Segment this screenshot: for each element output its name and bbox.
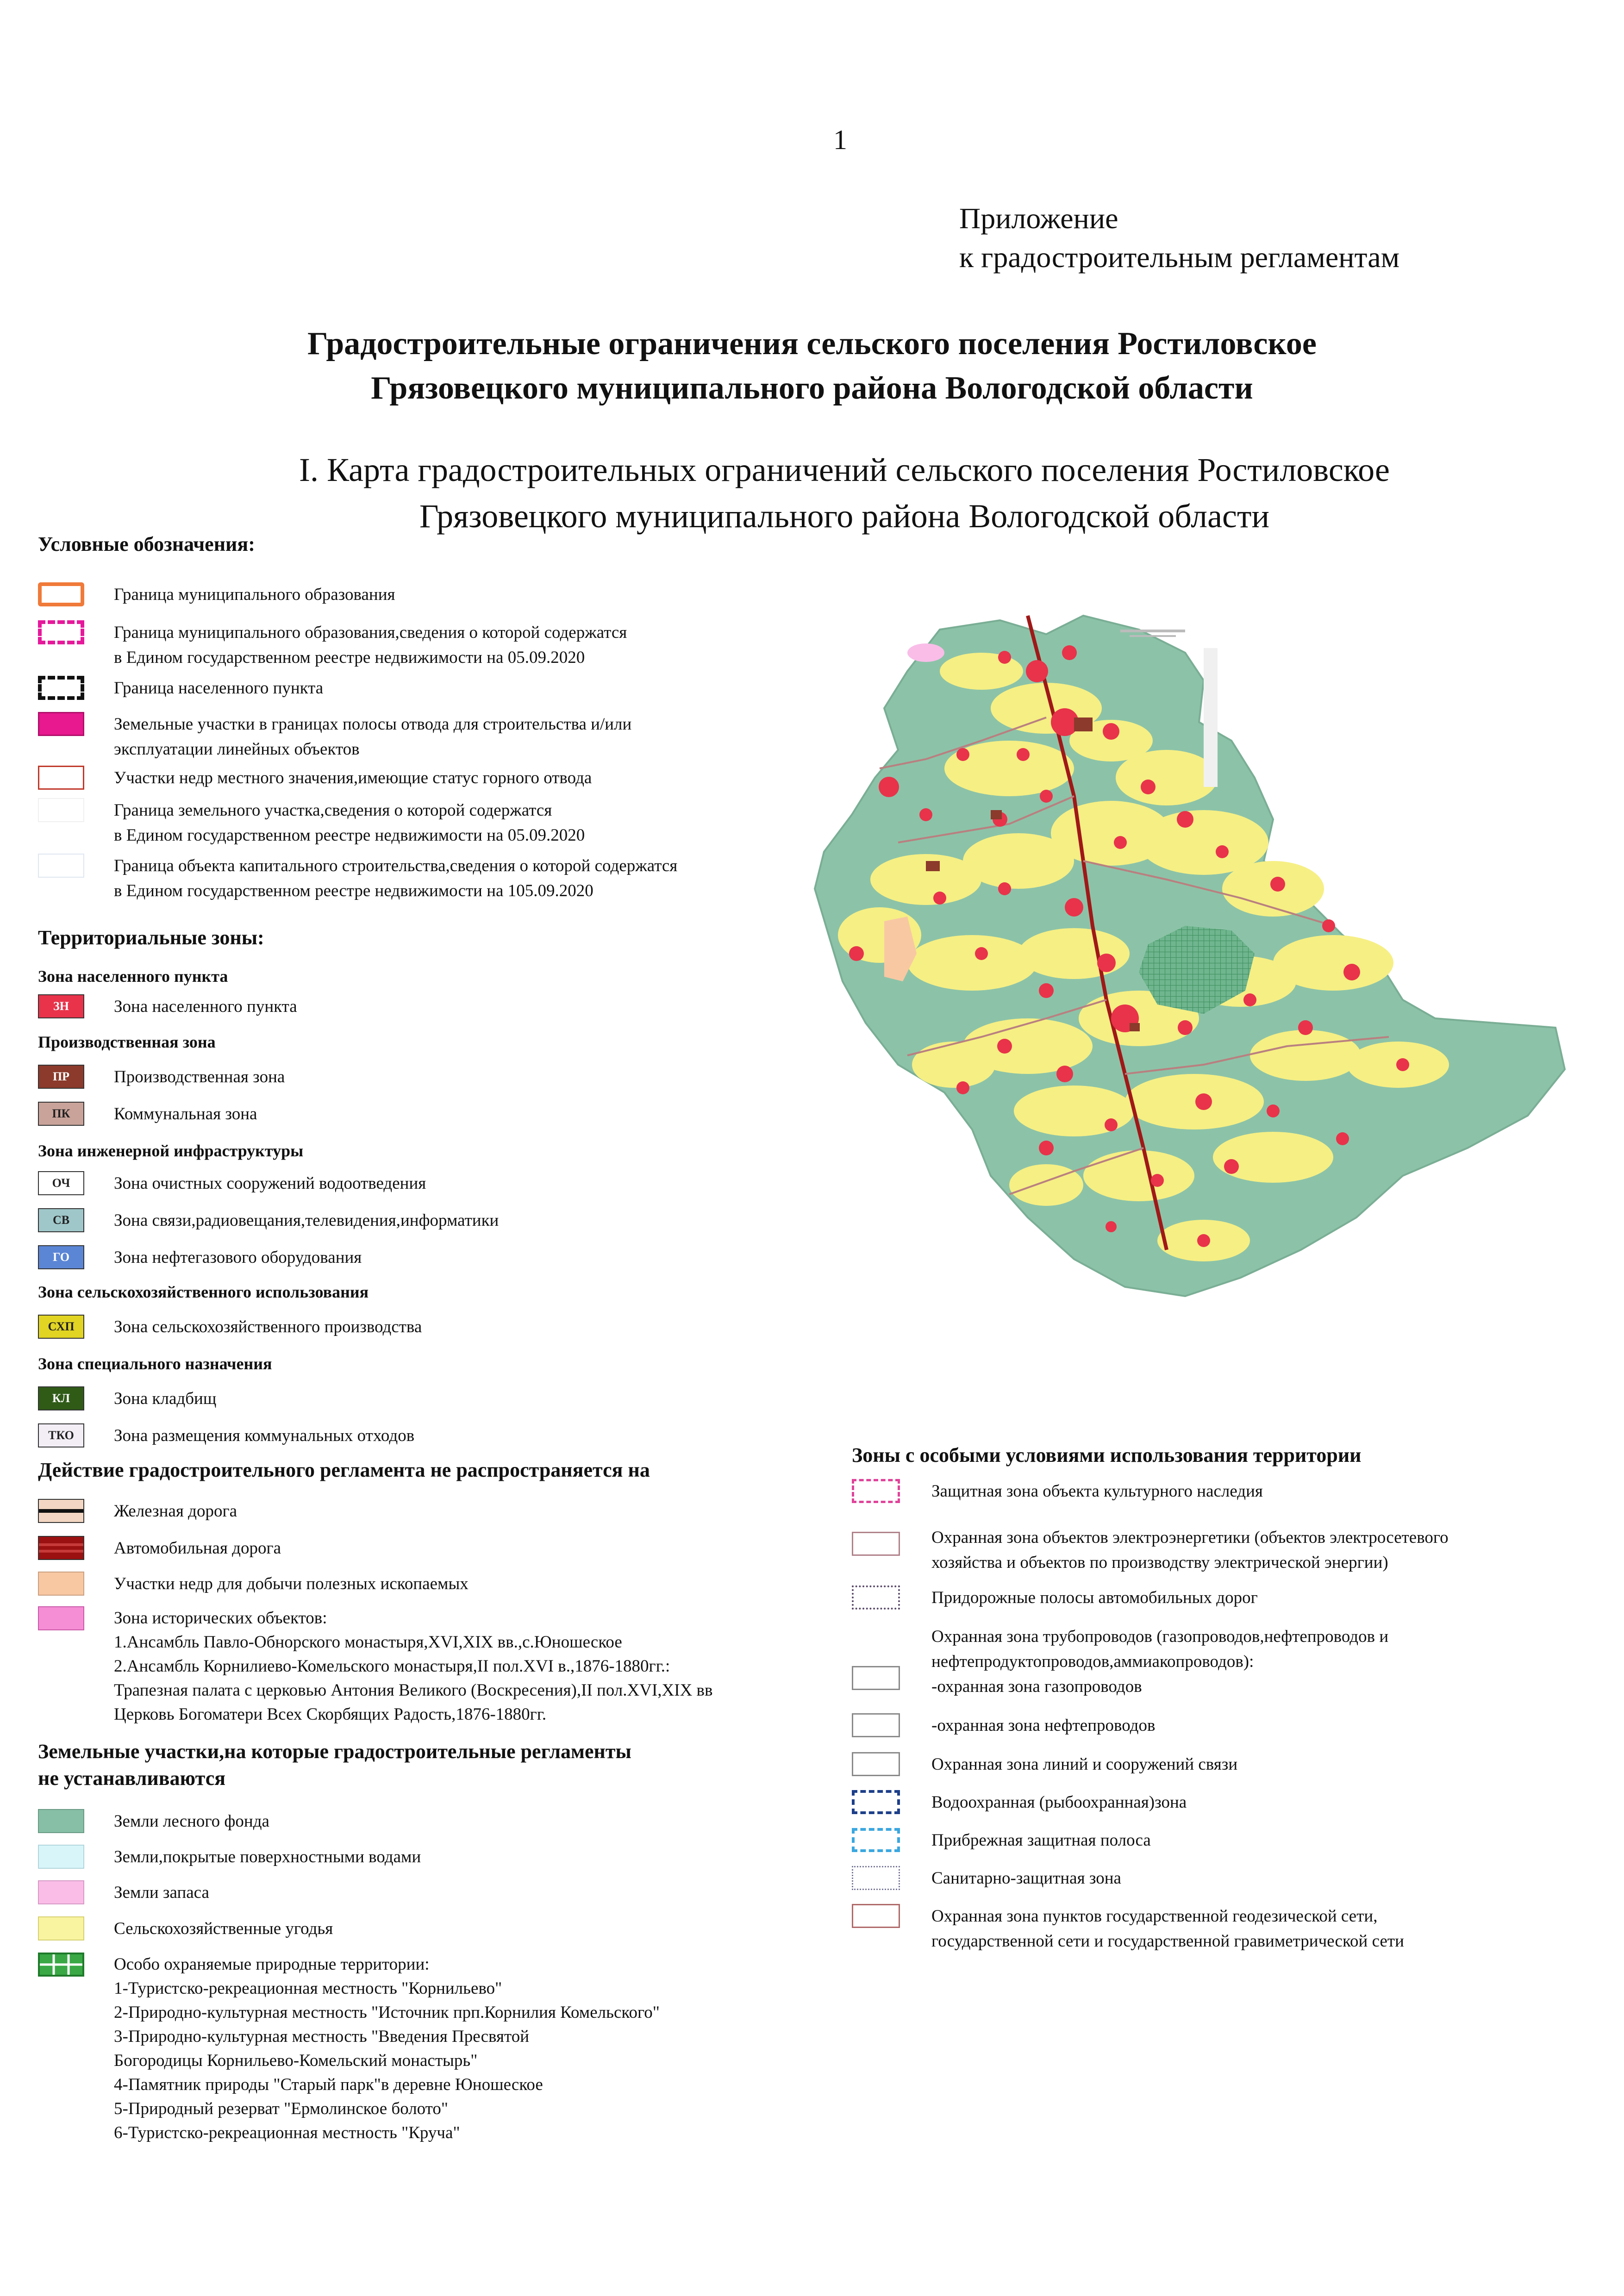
swatch-oil-pipeline-zone xyxy=(852,1713,900,1737)
swatch-forest-fund xyxy=(38,1809,84,1833)
legend-item-waste-zone: ТКО Зона размещения коммунальных отходов xyxy=(38,1423,414,1448)
no-reg-heading: Земельные участки,на которые градостроительные регламенты не устанавливаются xyxy=(38,1740,631,1790)
reserve-lands xyxy=(907,643,944,662)
map-title-line-2: Грязовецкого муниципального района Вологодской области xyxy=(419,498,1269,535)
page-number: 1 xyxy=(833,125,847,155)
production-heading: Производственная зона xyxy=(38,1033,216,1051)
swatch-cemetery-zone: КЛ xyxy=(38,1386,84,1410)
swatch-settlement-zone: ЗН xyxy=(38,994,84,1018)
appendix-line-1: Приложение xyxy=(959,202,1118,235)
legend-item-historical-objects: Зона исторических объектов: 1.Ансамбль Павло-Обнорского монастыря,XVI,XIX вв.,с.Юношеское 2.Ансамбль Корнилиево-Комельского монастыря,II пол.XVI в.,1876-1880гг.: Трапезная палата с церковью Антония Великого (Воскресения),II пол.XVI,XIX вв Церковь Богоматери Всех Скорбящих Радость,1876-1880гг. xyxy=(38,1606,712,1727)
swatch-power-zone xyxy=(852,1532,900,1556)
legend-item-agri-lands: Сельскохозяйственные угодья xyxy=(38,1916,333,1941)
swatch-settlement-boundary xyxy=(38,676,84,700)
legend-item-reserve-lands: Земли запаса xyxy=(38,1880,209,1905)
legend-item-road: Автомобильная дорога xyxy=(38,1536,281,1561)
legend-item-oil-pipeline-zone: -охранная зона нефтепроводов xyxy=(852,1713,1449,1752)
legend-item-capital-object-boundary: Граница объекта капитального строительства,сведения о которой содержатся в Едином государственном реестре недвижимости на 105.09.2020 xyxy=(38,854,677,909)
legend-item-roadside-strip: Придорожные полосы автомобильных дорог xyxy=(852,1585,1449,1624)
swatch-land-plot-boundary xyxy=(38,798,84,822)
legend-item-mo-boundary-egrn: Граница муниципального образования,сведения о которой содержатся в Едином государственном реестре недвижимости на 05.09.2020 xyxy=(38,620,677,676)
swatch-production-zone: ПР xyxy=(38,1065,84,1089)
legend-item-railway: Железная дорога xyxy=(38,1499,237,1524)
swatch-communal-zone: ПК xyxy=(38,1102,84,1126)
swatch-coastal-strip xyxy=(852,1828,900,1852)
legend-item-water-lands: Земли,покрытые поверхностными водами xyxy=(38,1845,421,1870)
swatch-mo-boundary-egrn xyxy=(38,620,84,644)
map-title-line-1: I. Карта градостроительных ограничений сельского поселения Ростиловское xyxy=(299,451,1390,488)
swatch-sanitary-zone xyxy=(852,1866,900,1890)
swatch-reserve-lands xyxy=(38,1880,84,1904)
legend-item-land-plot-boundary: Граница земельного участка,сведения о которой содержатся в Едином государственном реестре недвижимости на 05.09.2020 xyxy=(38,798,677,854)
swatch-mining-allotment xyxy=(38,766,84,790)
legend-boundaries xyxy=(38,582,677,909)
agri-heading: Зона сельскохозяйственного использования xyxy=(38,1283,369,1301)
legend-item-treatment-zone: ОЧ Зона очистных сооружений водоотведения xyxy=(38,1171,426,1196)
legend-item-gas-pipeline-zone: -охранная зона газопроводов xyxy=(852,1674,1449,1713)
swatch-oil-gas-zone: ГО xyxy=(38,1245,84,1269)
legend-item-agri-production-zone: СХП Зона сельскохозяйственного производства xyxy=(38,1315,422,1340)
swatch-waste-zone: ТКО xyxy=(38,1423,84,1447)
legend-item-communal-zone: ПК Коммунальная зона xyxy=(38,1102,257,1127)
swatch-gas-pipeline-zone xyxy=(852,1666,900,1690)
map-title xyxy=(0,447,1624,539)
legend-item-production-zone: ПР Производственная зона xyxy=(38,1065,285,1090)
swatch-linear-objects xyxy=(38,712,84,736)
legend-item-cultural-heritage-zone: Защитная зона объекта культурного наследия xyxy=(852,1479,1449,1525)
swatch-road xyxy=(38,1536,84,1560)
title-line-1: Градостроительные ограничения сельского поселения Ростиловское xyxy=(307,326,1317,362)
swatch-cultural-heritage-zone xyxy=(852,1479,900,1503)
settlement-map[interactable] xyxy=(787,602,1583,1305)
swatch-railway xyxy=(38,1499,84,1523)
legend-item-pipeline-zone: Охранная зона трубопроводов (газопроводов,нефтепроводов и нефтепродуктопроводов,аммиакопроводов): xyxy=(931,1627,1389,1671)
territorial-heading: Территориальные зоны: xyxy=(38,926,264,949)
legend-item-coastal-strip: Прибрежная защитная полоса xyxy=(852,1828,1449,1866)
appendix-line-2: к градостроительным регламентам xyxy=(959,241,1400,274)
legend-item-communication-line-zone: Охранная зона линий и сооружений связи xyxy=(852,1752,1449,1790)
swatch-communication-line-zone xyxy=(852,1752,900,1776)
swatch-agri-production-zone: СХП xyxy=(38,1315,84,1339)
swatch-capital-object-boundary xyxy=(38,854,84,878)
legend-item-communication-zone: СВ Зона связи,радиовещания,телевидения,информатики xyxy=(38,1208,499,1233)
legend-item-cemetery-zone: КЛ Зона кладбищ xyxy=(38,1386,216,1411)
legend-item-linear-objects: Земельные участки в границах полосы отвода для строительства и/или эксплуатации линейных объектов xyxy=(38,712,677,766)
legend-item-mineral-extraction: Участки недр для добычи полезных ископаемых xyxy=(38,1572,468,1597)
appendix-note xyxy=(959,199,1399,277)
document-title xyxy=(0,322,1624,411)
legend-item-mining-allotment: Участки недр местного значения,имеющие статус горного отвода xyxy=(38,766,677,798)
legend-item-oil-gas-zone: ГО Зона нефтегазового оборудования xyxy=(38,1245,362,1270)
legend-item-settlement-zone: ЗН Зона населенного пункта xyxy=(38,994,297,1019)
settlement-heading: Зона населенного пункта xyxy=(38,967,228,986)
swatch-mo-boundary xyxy=(38,582,84,606)
engineering-heading: Зона инженерной инфраструктуры xyxy=(38,1142,304,1160)
swatch-treatment-zone: ОЧ xyxy=(38,1171,84,1195)
swatch-agri-lands xyxy=(38,1916,84,1940)
title-line-2: Грязовецкого муниципального района Вологодской области xyxy=(371,370,1253,406)
special-conditions-heading: Зоны с особыми условиями использования территории xyxy=(852,1444,1362,1466)
swatch-historical-objects xyxy=(38,1606,84,1630)
swatch-water-protection-zone xyxy=(852,1790,900,1814)
legend-item-forest-fund: Земли лесного фонда xyxy=(38,1809,269,1834)
legend-item-geodetic-zone: Охранная зона пунктов государственной геодезической сети, государственной сети и государственной гравиметрической сети xyxy=(852,1904,1449,1955)
swatch-mineral-extraction xyxy=(38,1572,84,1596)
legend-item-settlement-boundary: Граница населенного пункта xyxy=(38,676,677,712)
not-applied-heading: Действие градостроительного регламента не распространяется на xyxy=(38,1459,650,1481)
legend-special-conditions xyxy=(852,1479,1449,1955)
legend-item-sanitary-zone: Санитарно-защитная зона xyxy=(852,1866,1449,1904)
swatch-geodetic-zone xyxy=(852,1904,900,1928)
legend-item-oopt: Особо охраняемые природные территории: 1-Туристско-рекреационная местность "Корнильево" 2-Природно-культурная местность "Источник прп.Корнилия Комельского" 3-Природно-культурная местность "Введения Пресвятой Богородицы Корнильево-Комельский монастырь" 4-Памятник природы "Старый парк"в деревне Юношеское 5-Природный резерват "Ермолинское болото" 6-Туристско-рекреационная местность "Круча" xyxy=(38,1953,660,2145)
swatch-communication-zone: СВ xyxy=(38,1208,84,1232)
swatch-water-lands xyxy=(38,1845,84,1869)
legend-heading: Условные обозначения: xyxy=(38,533,255,555)
special-heading: Зона специального назначения xyxy=(38,1354,272,1373)
swatch-oopt xyxy=(38,1953,84,1977)
legend-item-power-zone: Охранная зона объектов электроэнергетики (объектов электросетевого хозяйства и объектов по производству электрической энергии) xyxy=(852,1525,1449,1585)
legend-item-mo-boundary: Граница муниципального образования xyxy=(38,582,677,620)
swatch-roadside-strip xyxy=(852,1585,900,1610)
legend-item-water-protection-zone: Водоохранная (рыбоохранная)зона xyxy=(852,1790,1449,1828)
